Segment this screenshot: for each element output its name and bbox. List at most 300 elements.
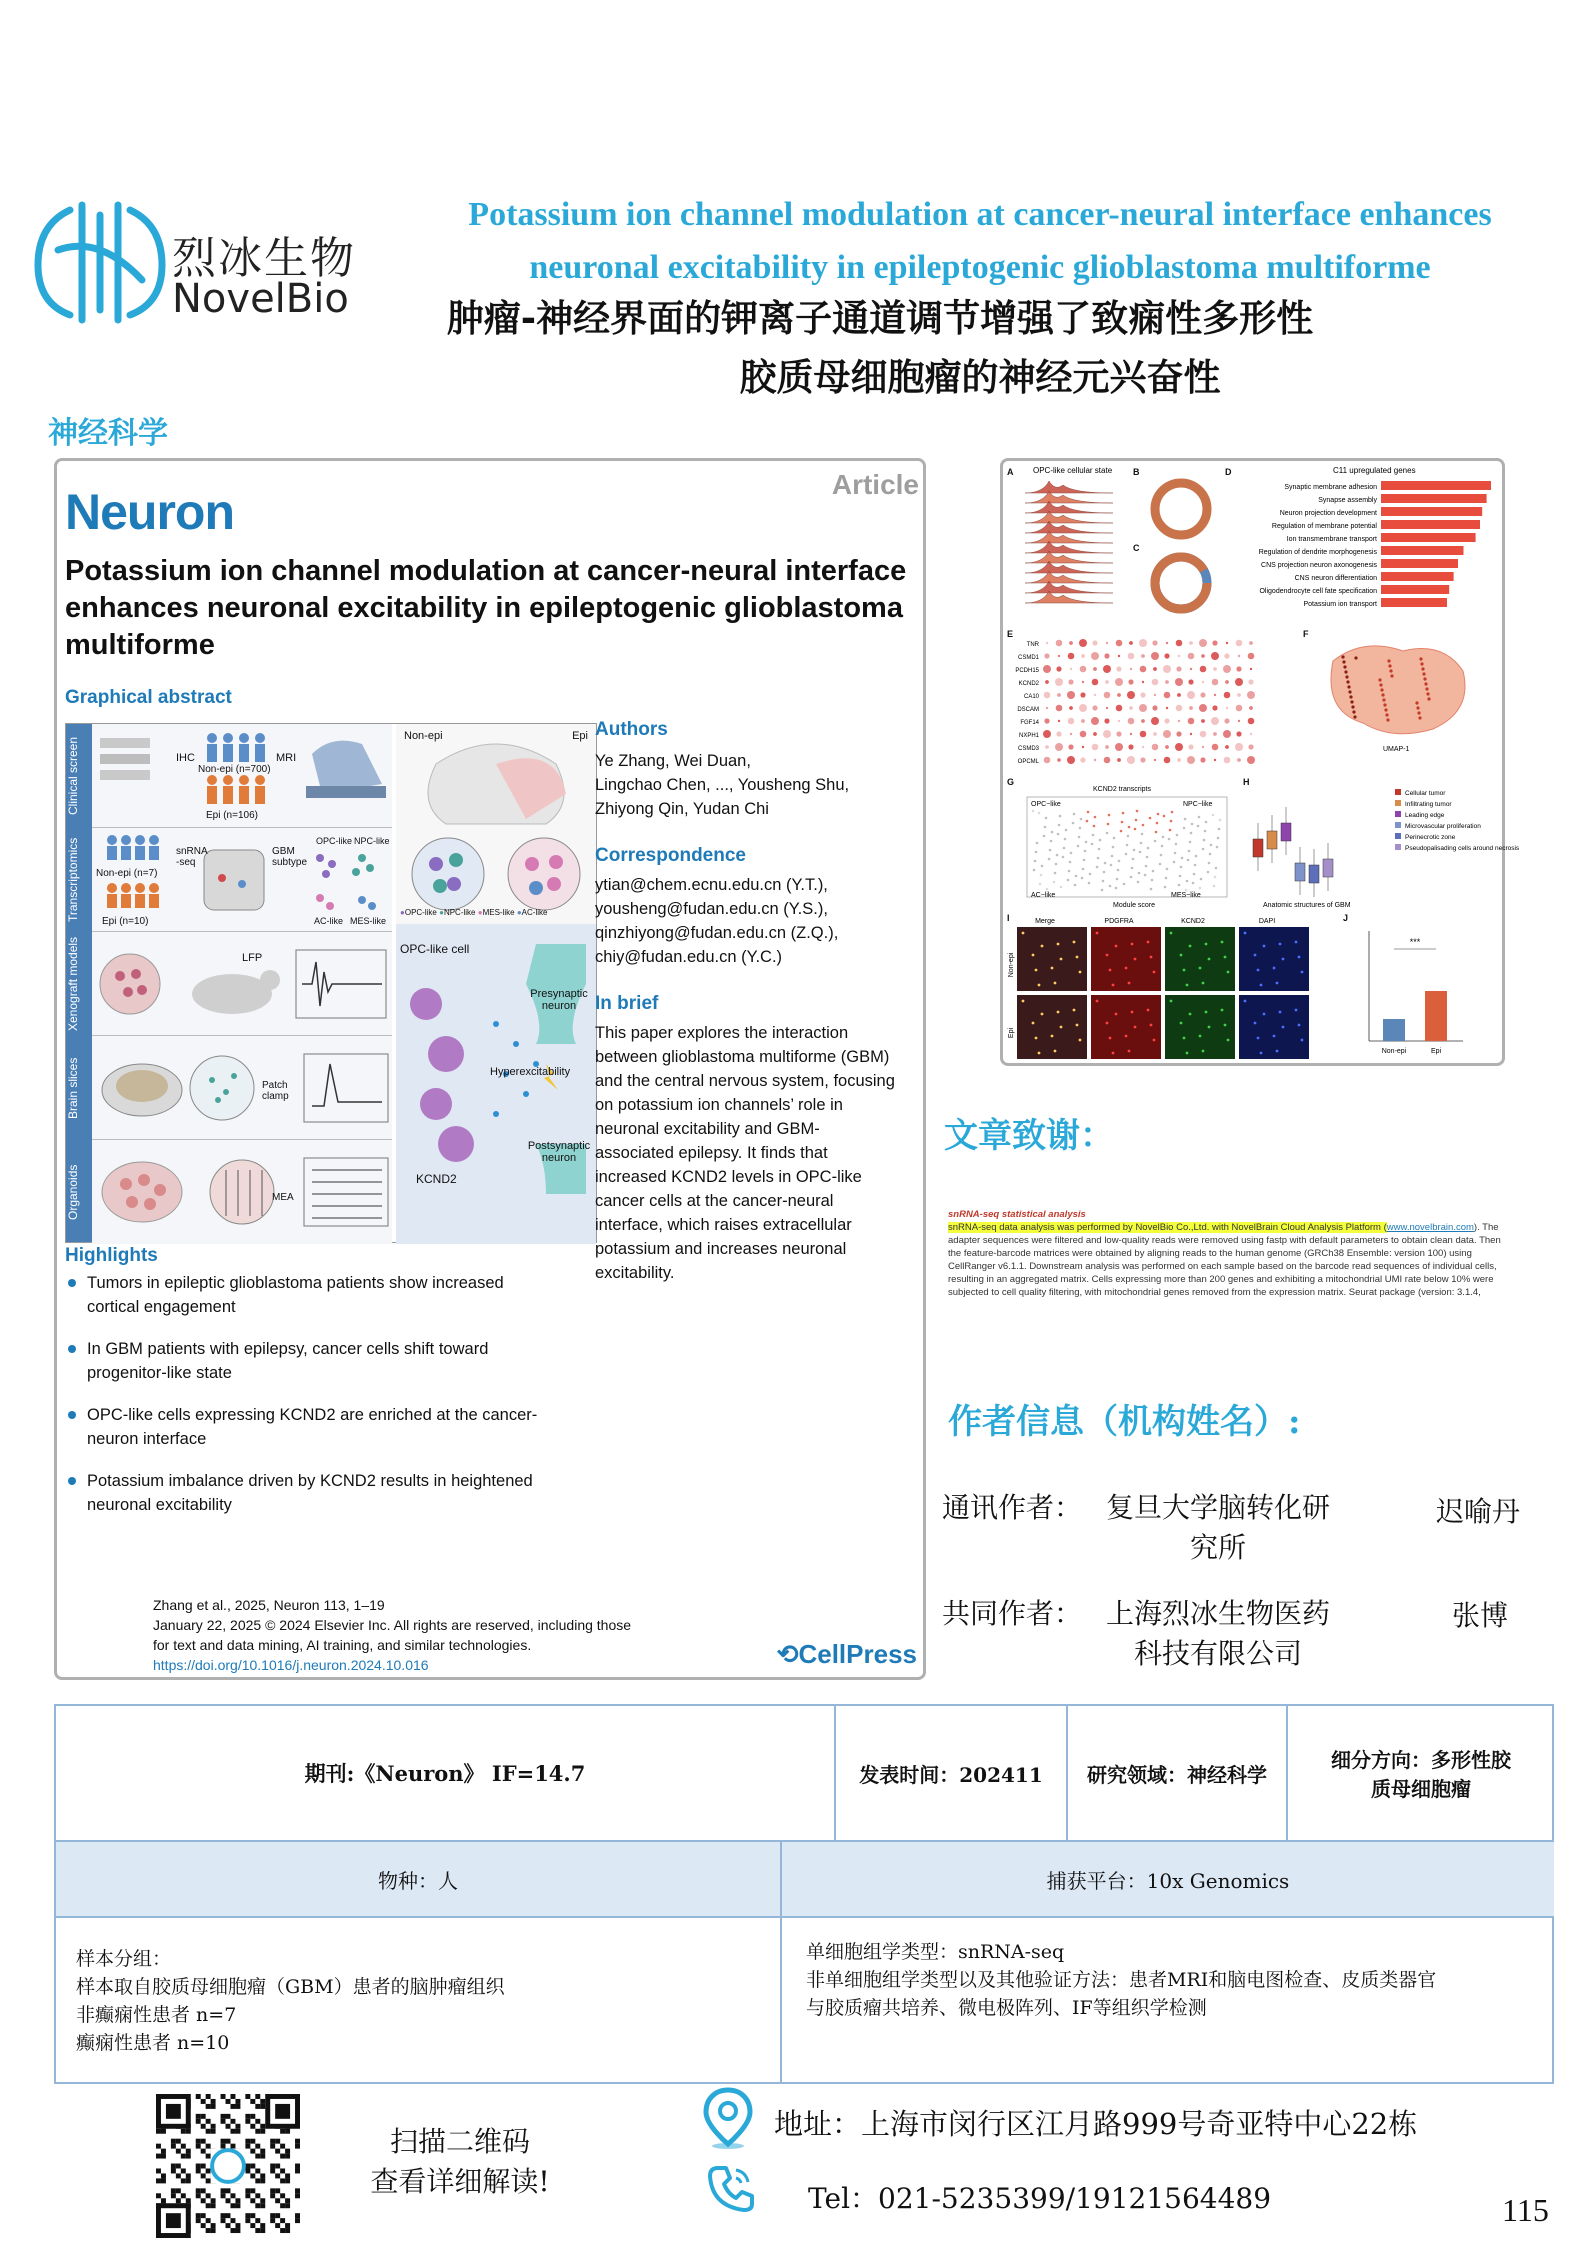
species-cell: 物种：人 — [56, 1842, 782, 1918]
go-bar — [1381, 598, 1447, 607]
qr-module — [226, 2114, 231, 2119]
qr-module — [260, 2124, 265, 2129]
highlight-item — [65, 1271, 585, 1319]
umap-point — [1350, 700, 1353, 703]
dot — [1055, 678, 1063, 686]
scatter-point — [1127, 835, 1130, 838]
dot — [1055, 743, 1063, 751]
cell-signal — [1032, 1022, 1035, 1025]
dot — [1224, 718, 1229, 723]
cell-signal — [1260, 1052, 1263, 1055]
panel-i-images — [1008, 918, 1309, 1059]
scatter-point — [1058, 824, 1061, 827]
tile-column-label: DAPI — [1258, 918, 1276, 925]
dot — [1212, 640, 1217, 645]
umap-point — [1348, 690, 1351, 693]
umap-point — [1344, 670, 1347, 673]
highlight-line: Potassium imbalance driven by KCND2 results in heightened — [87, 1472, 533, 1490]
dot — [1068, 718, 1075, 725]
dot — [1152, 640, 1157, 645]
go-term-label: Regulation of membrane potential — [1271, 523, 1377, 530]
scatter-point — [1074, 884, 1077, 887]
cell-signal — [1134, 958, 1137, 961]
cell-signal — [1279, 1011, 1282, 1014]
email-line[interactable]: qinzhiyong@fudan.edu.cn (Z.Q.), — [595, 924, 839, 942]
scatter-point — [1161, 845, 1164, 848]
qr-module — [295, 2218, 300, 2223]
qr-module — [285, 2149, 290, 2154]
journal-cell: 期刊:《Neuron》 IF=14.7 — [56, 1706, 836, 1842]
ga-npc-label: NPC-like — [354, 836, 390, 846]
qr-module — [245, 2188, 250, 2193]
qr-module — [226, 2213, 231, 2218]
scatter-point — [1190, 832, 1193, 835]
inbrief-line: neuronal excitability and GBM- — [595, 1120, 820, 1138]
scatter-point — [1040, 874, 1043, 877]
scatter-point — [1188, 850, 1191, 853]
scatter-point — [1051, 831, 1054, 834]
qr-module — [245, 2168, 250, 2173]
scatter-point — [1214, 876, 1217, 879]
cell-signal — [1035, 969, 1038, 972]
qr-module — [245, 2119, 250, 2124]
sample-line: 样本分组： — [76, 1948, 172, 1970]
panel-h-xlabel: Anatomic structures of GBM — [1263, 902, 1351, 909]
dot — [1141, 719, 1145, 723]
method-cell — [782, 1918, 1554, 2084]
dot — [1104, 653, 1109, 658]
qr-module — [206, 2154, 211, 2159]
dot — [1142, 746, 1144, 748]
scatter-point — [1131, 867, 1134, 870]
qr-module — [201, 2173, 206, 2178]
qr-module — [171, 2168, 176, 2173]
qr-module — [196, 2168, 201, 2173]
dot — [1057, 693, 1061, 697]
qr-module — [260, 2099, 265, 2104]
cell-signal — [1282, 1026, 1285, 1029]
dot — [1178, 655, 1180, 657]
scatter-point — [1041, 865, 1044, 868]
dot — [1190, 733, 1192, 735]
dot — [1070, 733, 1072, 735]
scatter-point — [1087, 811, 1090, 814]
cell-signal — [1150, 1024, 1153, 1027]
umap-point — [1385, 713, 1388, 716]
panel-h-legend — [1395, 789, 1520, 852]
highlight-line: Tumors in epileptic glioblastoma patients show increased — [87, 1274, 504, 1292]
qr-module — [295, 2188, 300, 2193]
scatter-point — [1107, 823, 1110, 826]
sample-line: 样本取自胶质母细胞瘤（GBM）患者的脑肿瘤组织 — [76, 1976, 505, 1998]
scatter-point — [1122, 812, 1125, 815]
ga-lfp-label: LFP — [242, 952, 263, 964]
dot — [1189, 706, 1193, 710]
dot — [1104, 718, 1109, 723]
dot — [1226, 707, 1228, 709]
article-panel — [54, 458, 926, 1680]
qr-module — [295, 2168, 300, 2173]
dot — [1104, 757, 1111, 764]
cell-signal — [1038, 984, 1041, 987]
qr-module — [280, 2144, 285, 2149]
cell-signal — [1073, 941, 1076, 944]
scatter-point — [1185, 889, 1188, 892]
ridge — [1025, 481, 1113, 493]
scatter-point — [1050, 840, 1053, 843]
qr-module — [196, 2218, 201, 2223]
cell-signal — [1022, 1000, 1025, 1003]
qr-module — [176, 2164, 181, 2169]
qr-module — [196, 2213, 201, 2218]
go-bar — [1381, 546, 1464, 555]
dot — [1151, 717, 1159, 725]
authors-line: Lingchao Chen, ..., Yousheng Shu, — [595, 776, 850, 794]
dot — [1238, 655, 1240, 657]
scatter-point — [1045, 817, 1048, 820]
scatter-point — [1062, 856, 1065, 859]
qr-module — [221, 2094, 226, 2099]
logo-text-cn: 烈冰生物 — [172, 233, 356, 284]
dot — [1129, 706, 1133, 710]
scatter-point — [1097, 857, 1100, 860]
gene-label: OPCML — [1017, 759, 1039, 765]
qr-module — [280, 2154, 285, 2159]
ack-line: the feature-barcode matrices were obtained by aligning reads to the human genome (GRCh38 Ensemble: version 100) using — [948, 1248, 1472, 1259]
qr-module — [275, 2164, 280, 2169]
go-term-label: Regulation of dendrite morphogenesis — [1258, 549, 1377, 556]
cell-signal — [1189, 945, 1192, 948]
box — [1253, 839, 1263, 857]
qr-module — [280, 2168, 285, 2173]
cell-signal — [1109, 1037, 1112, 1040]
cell-signal — [1060, 958, 1063, 961]
scatter-point — [1180, 866, 1183, 869]
scatter-point — [1154, 840, 1157, 843]
qr-module — [255, 2144, 260, 2149]
dot — [1058, 720, 1060, 722]
scatter-point — [1176, 834, 1179, 837]
dot — [1163, 730, 1171, 738]
dot — [1199, 704, 1207, 712]
dot — [1115, 678, 1123, 686]
go-term-label: CNS neuron differentiation — [1294, 575, 1377, 582]
scatter-point — [1157, 813, 1160, 816]
qr-module — [161, 2149, 166, 2154]
cell-signal — [1076, 956, 1079, 959]
scatter-point — [1032, 810, 1035, 813]
dot — [1151, 652, 1159, 660]
legend-label: Cellular tumor — [1405, 790, 1446, 797]
qr-module — [161, 2154, 166, 2159]
legend-label: Pseudopalisading cells around necrosis — [1405, 845, 1520, 852]
dot — [1200, 666, 1207, 673]
qr-module — [285, 2228, 290, 2233]
dot — [1200, 692, 1205, 697]
scatter-point — [1108, 814, 1111, 817]
email-line[interactable]: chiy@fudan.edu.cn (Y.C.) — [595, 948, 783, 966]
qr-module — [211, 2223, 216, 2228]
scatter-point — [1048, 858, 1051, 861]
citation-line: Zhang et al., 2025, Neuron 113, 1–19 — [153, 1597, 385, 1613]
ack-section-title: snRNA-seq statistical analysis — [948, 1209, 1086, 1220]
qr-module — [275, 2173, 280, 2178]
scatter-point — [1200, 878, 1203, 881]
qr-module — [260, 2104, 265, 2109]
cell-signal — [1263, 945, 1266, 948]
cell-signal — [1051, 1035, 1054, 1038]
umap-point — [1425, 687, 1428, 690]
dot — [1225, 745, 1229, 749]
umap-point — [1353, 715, 1356, 718]
umap-point — [1343, 665, 1346, 668]
scatter-point — [1156, 822, 1159, 825]
cell-signal — [1079, 971, 1082, 974]
scatter-point — [1174, 852, 1177, 855]
scatter-point — [1194, 864, 1197, 867]
scatter-point — [1099, 839, 1102, 842]
dot — [1235, 678, 1243, 686]
qr-code-icon[interactable] — [156, 2094, 300, 2238]
qr-module — [221, 2193, 226, 2198]
qr-module — [295, 2144, 300, 2149]
inbrief-line: interface, which raises extracellular — [595, 1216, 852, 1234]
legend-item: OPC-like — [404, 908, 437, 917]
go-bar — [1381, 533, 1476, 542]
dot — [1249, 706, 1253, 710]
ga-presynaptic-label: Presynaptic neuron — [530, 988, 588, 1012]
dot — [1067, 756, 1075, 764]
ga-slices-row — [92, 1036, 392, 1140]
dot — [1200, 757, 1205, 762]
ack-link[interactable]: www.novelbrain.com — [1386, 1222, 1474, 1233]
legend-swatch — [1395, 800, 1401, 806]
qr-module — [230, 2228, 235, 2233]
dot — [1103, 730, 1111, 738]
cell-signal — [1060, 1026, 1063, 1029]
donut-b — [1155, 483, 1207, 535]
cell-signal — [1106, 1022, 1109, 1025]
dot — [1044, 653, 1049, 658]
scatter-point — [1063, 847, 1066, 850]
qr-module — [221, 2144, 226, 2149]
cell-signal — [1153, 971, 1156, 974]
dot — [1187, 691, 1195, 699]
email-line[interactable]: ytian@chem.ecnu.edu.cn (Y.T.), — [595, 876, 828, 894]
dot — [1238, 720, 1240, 722]
qr-module — [211, 2228, 216, 2233]
corresponding-inst-line: 究所 — [1189, 1531, 1246, 1564]
ack-line: adapter sequences were filtered and low-quality reads were removed using fastp with default parameters to obtain clean data. Then — [948, 1235, 1501, 1246]
qr-module — [201, 2114, 206, 2119]
qr-module — [255, 2228, 260, 2233]
dot — [1166, 642, 1168, 644]
panel-letter: B — [1133, 467, 1140, 477]
authors-list — [595, 749, 925, 821]
scatter-point — [1128, 826, 1131, 829]
qr-module — [250, 2139, 255, 2144]
qr-module — [255, 2129, 260, 2134]
inbrief-line: excitability. — [595, 1264, 675, 1282]
highlight-line: progenitor-like state — [87, 1364, 232, 1382]
umap-point — [1341, 655, 1344, 658]
scatter-point — [1184, 818, 1187, 821]
scatter-point — [1092, 834, 1095, 837]
dot — [1154, 694, 1156, 696]
ga-opc-cell-label: OPC-like cell — [400, 942, 470, 956]
qr-module — [235, 2104, 240, 2109]
scatter-point — [1081, 877, 1084, 880]
inbrief-line: between glioblastoma multiforme (GBM) — [595, 1048, 890, 1066]
umap-point — [1347, 685, 1350, 688]
correspondence-list — [595, 873, 925, 969]
doi-link[interactable]: https://doi.org/10.1016/j.neuron.2024.10.016 — [153, 1657, 429, 1673]
scatter-point — [1145, 865, 1148, 868]
j-group-label: Epi — [1430, 1048, 1442, 1055]
scatter-point — [1149, 817, 1152, 820]
qr-module — [171, 2193, 176, 2198]
dot — [1130, 733, 1132, 735]
inbrief-line: and the central nervous system, focusing — [595, 1072, 895, 1090]
dot — [1154, 759, 1156, 761]
qr-module — [260, 2223, 265, 2228]
sample-line: 非癫痫性患者 n=7 — [76, 2004, 237, 2026]
dot — [1079, 639, 1087, 647]
corresponding-name: 迟喻丹 — [1436, 1495, 1521, 1528]
scatter-point — [1159, 863, 1162, 866]
cell-signal — [1189, 1013, 1192, 1016]
dot — [1188, 653, 1195, 660]
qr-module — [181, 2193, 186, 2198]
dot — [1188, 744, 1193, 749]
inbrief-line: on potassium ion channels’ role in — [595, 1096, 843, 1114]
umap-point — [1352, 710, 1355, 713]
scatter-point — [1150, 888, 1153, 891]
address: 地址：上海市闵行区江月路999号奇亚特中心22栋 — [774, 2107, 1418, 2141]
qr-module — [245, 2213, 250, 2218]
cell-signal — [1180, 954, 1183, 957]
cell-signal — [1054, 982, 1057, 985]
dot — [1129, 641, 1133, 645]
qr-module — [270, 2168, 275, 2173]
scatter-point — [1217, 837, 1220, 840]
dot — [1236, 666, 1241, 671]
graphical-abstract — [65, 723, 597, 1243]
cell-signal — [1260, 984, 1263, 987]
qr-module — [206, 2218, 211, 2223]
qr-module — [260, 2228, 265, 2233]
cell-signal — [1199, 967, 1202, 970]
cell-signal — [1035, 1037, 1038, 1040]
qr-module — [156, 2144, 161, 2149]
dot — [1068, 679, 1073, 684]
qr-module — [280, 2228, 285, 2233]
dot — [1104, 692, 1111, 699]
umap-point — [1387, 659, 1390, 662]
cell-signal — [1022, 932, 1025, 935]
coauthor-name: 张博 — [1452, 1599, 1509, 1632]
qr-module — [181, 2168, 186, 2173]
dot — [1164, 718, 1169, 723]
dot — [1117, 758, 1121, 762]
qr-module — [285, 2154, 290, 2159]
scatter-point — [1126, 844, 1129, 847]
tile-row-label: Epi — [1008, 1027, 1015, 1039]
dot — [1094, 694, 1096, 696]
umap-point — [1382, 698, 1385, 701]
ga-row-label: Organoids — [66, 1164, 80, 1220]
dot — [1130, 668, 1132, 670]
dot — [1140, 692, 1145, 697]
scatter-point — [1175, 843, 1178, 846]
panel-letter: F — [1303, 629, 1309, 639]
go-bar — [1381, 585, 1449, 594]
dot — [1152, 679, 1159, 686]
qr-module — [245, 2094, 250, 2099]
cell-signal — [1263, 1013, 1266, 1016]
umap-point — [1378, 678, 1381, 681]
ga-epi10-label: Epi (n=10) — [102, 916, 149, 927]
scatter-point — [1111, 855, 1114, 858]
telephone: Tel：021-5235399/19121564489 — [808, 2182, 1272, 2215]
dot — [1044, 692, 1051, 699]
dot — [1225, 680, 1229, 684]
dot — [1043, 665, 1051, 673]
umap-point — [1342, 660, 1345, 663]
qr-module — [235, 2198, 240, 2203]
dot — [1214, 759, 1216, 761]
dot — [1177, 758, 1181, 762]
coauthor-inst-line: 上海烈冰生物医药 — [1105, 1597, 1330, 1630]
go-term-label: CNS projection neuron axonogenesis — [1261, 562, 1377, 569]
scatter-point — [1130, 876, 1133, 879]
dot — [1127, 756, 1135, 764]
dot — [1224, 692, 1231, 699]
legend-item: MES-like — [482, 908, 515, 917]
qr-module — [230, 2193, 235, 2198]
panel-f-xlabel: UMAP-1 — [1383, 746, 1410, 753]
cell-signal — [1153, 1039, 1156, 1042]
qr-module — [255, 2178, 260, 2183]
qr-module — [206, 2104, 211, 2109]
scatter-point — [1059, 815, 1062, 818]
dot — [1142, 681, 1144, 683]
highlight-line: neuron interface — [87, 1430, 207, 1448]
qr-module — [230, 2218, 235, 2223]
tile-column-label: PDGFRA — [1104, 918, 1134, 925]
qr-module — [196, 2144, 201, 2149]
scatter-point — [1219, 819, 1222, 822]
dot — [1248, 718, 1255, 725]
tile-column-label: KCND2 — [1181, 918, 1205, 925]
ga-mri-label: MRI — [276, 752, 297, 764]
scatter-point — [1137, 881, 1140, 884]
panel-a-ridges — [1025, 481, 1113, 603]
qr-module — [280, 2193, 285, 2198]
panel-letter: A — [1007, 467, 1014, 477]
dot — [1081, 719, 1085, 723]
authors-column — [595, 719, 925, 1285]
scatter-point — [1169, 829, 1172, 832]
cell-signal — [1186, 984, 1189, 987]
scatter-point — [1216, 846, 1219, 849]
dot — [1070, 668, 1072, 670]
cell-signal — [1125, 967, 1128, 970]
dot — [1116, 666, 1121, 671]
qr-module — [206, 2129, 211, 2134]
ga-row-label: Xenograft models — [66, 936, 80, 1032]
email-line[interactable]: yousheng@fudan.edu.cn (Y.S.), — [595, 900, 828, 918]
